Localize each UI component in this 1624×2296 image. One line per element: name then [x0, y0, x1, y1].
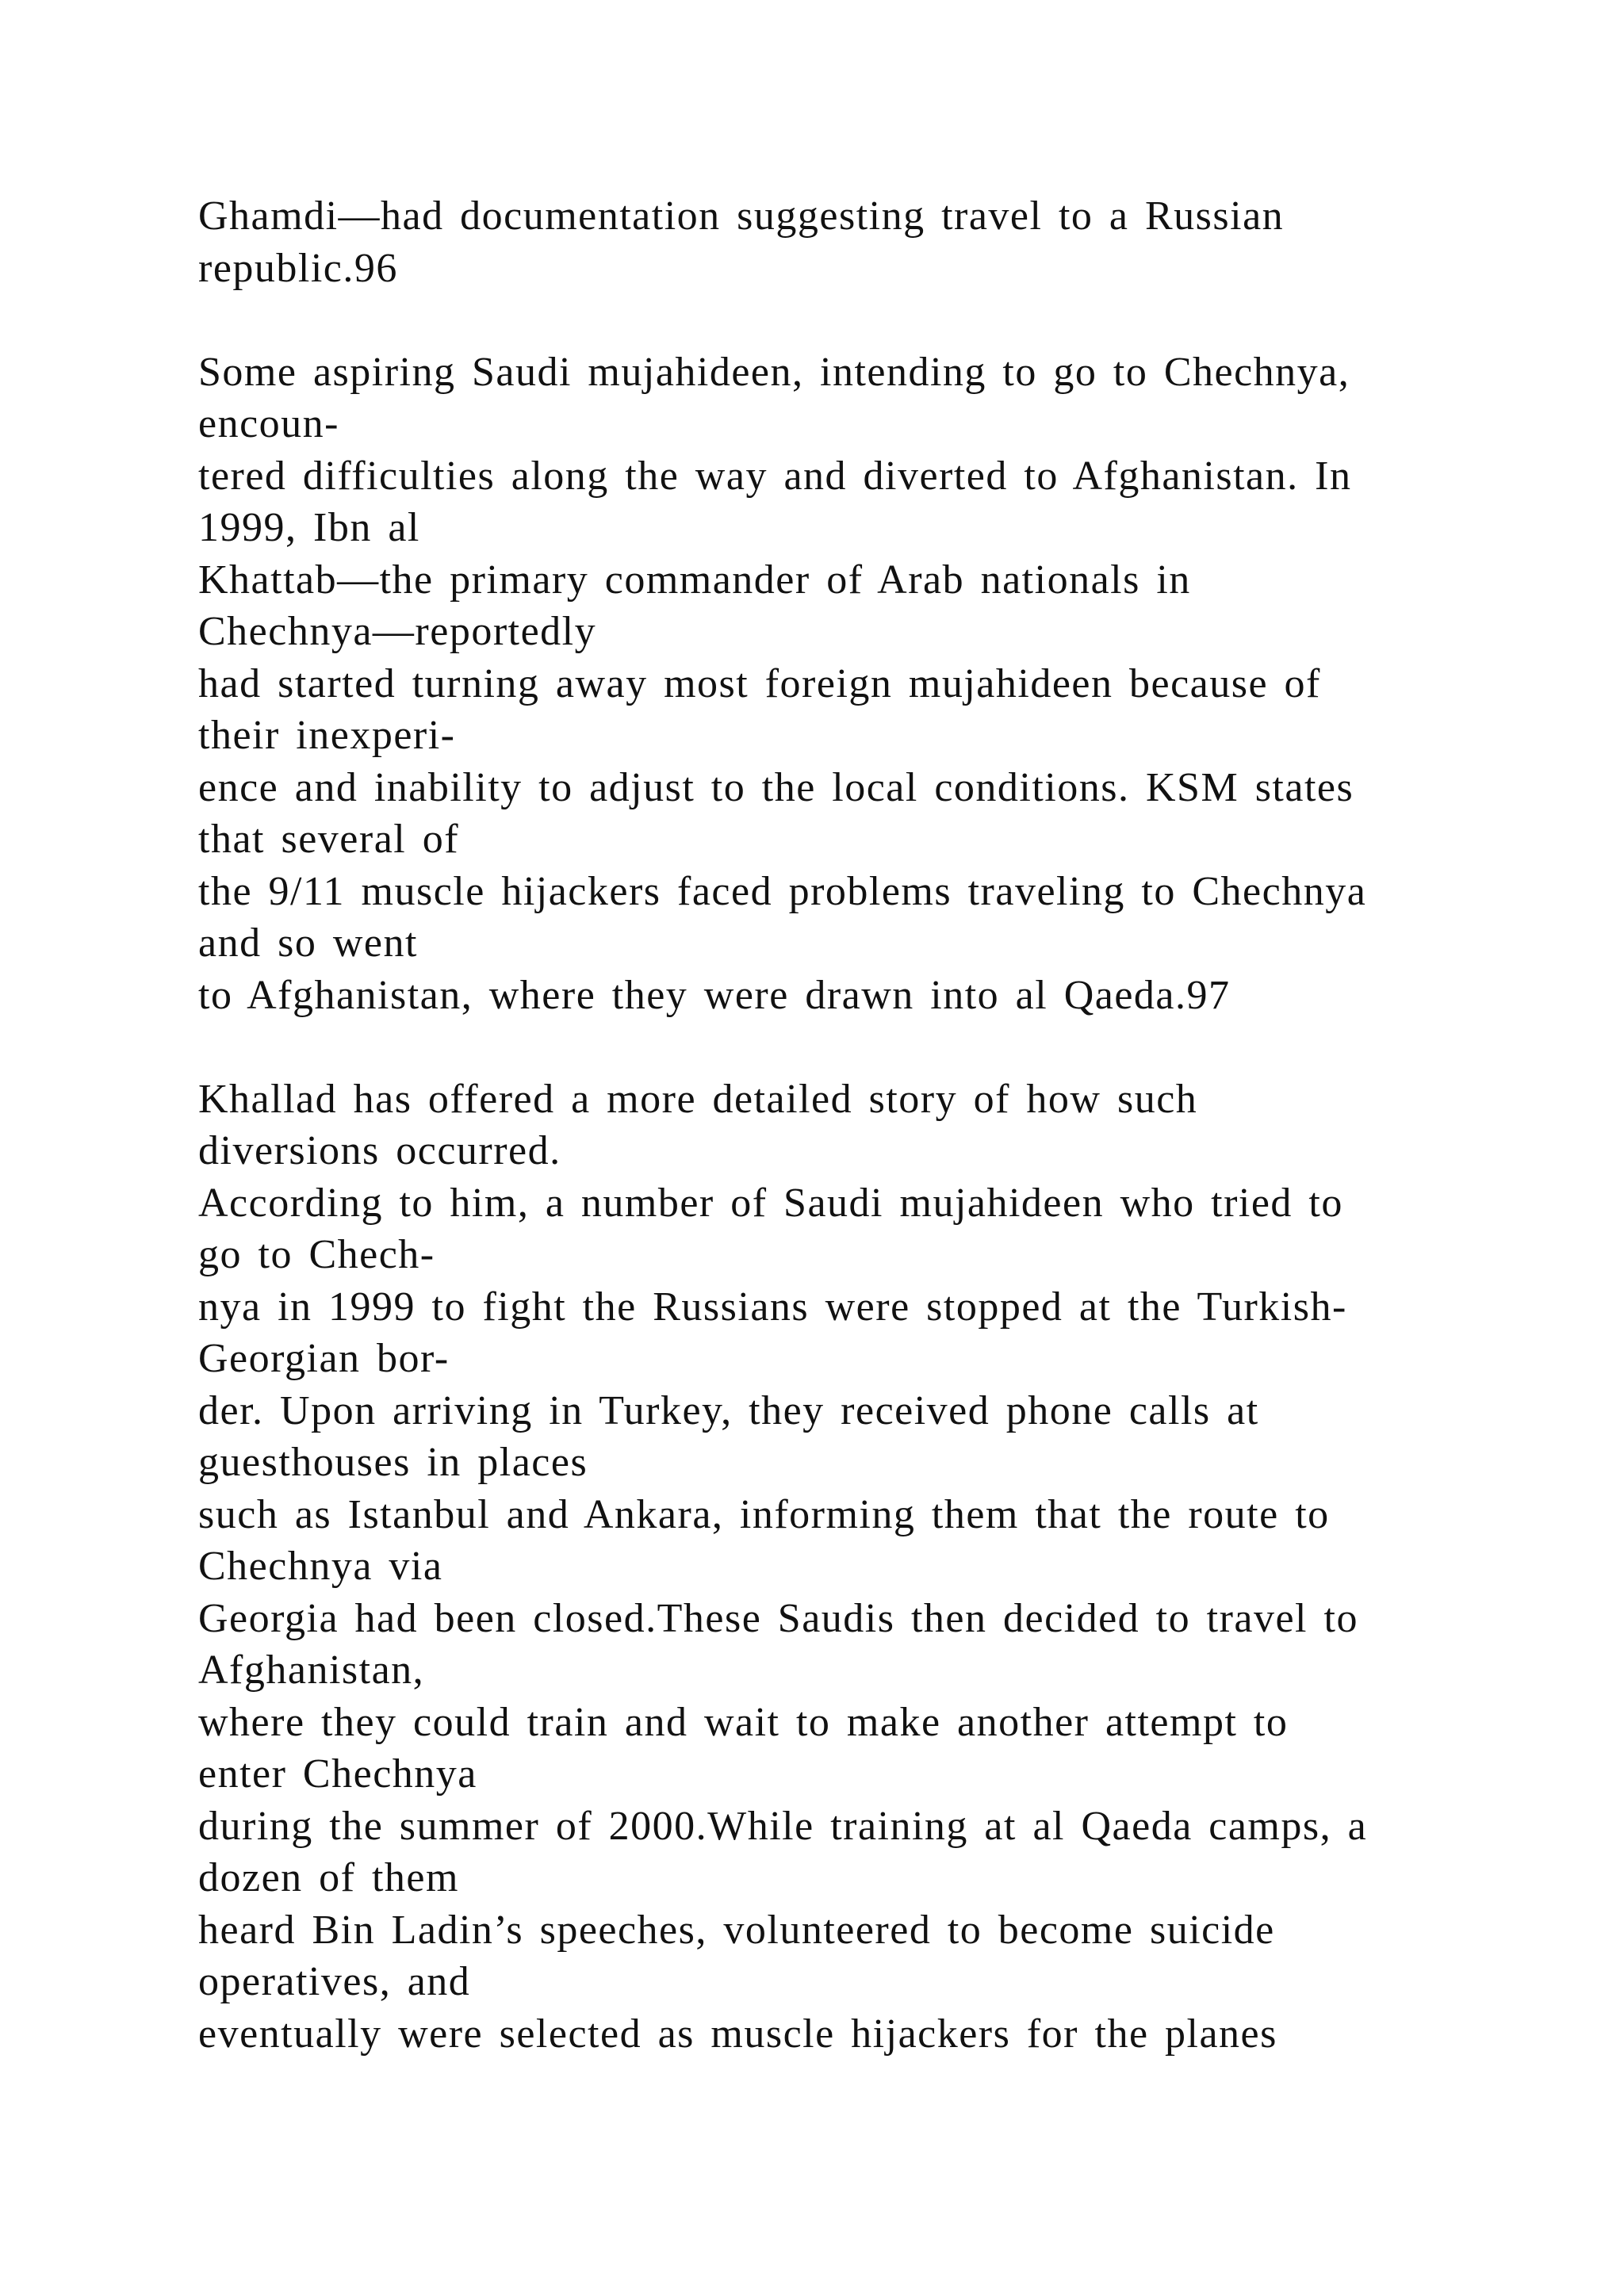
text-line: go to Chech- — [198, 1232, 435, 1277]
text-line: nya in 1999 to fight the Russians were stopped at the Turkish- — [198, 1284, 1347, 1330]
text-line: Georgian bor- — [198, 1336, 450, 1381]
text-line: tered difficulties along the way and diverted to Afghanistan. In — [198, 453, 1352, 499]
text-line: republic.96 — [198, 245, 398, 291]
paragraph — [198, 190, 1546, 294]
text-line: According to him, a number of Saudi mujahideen who tried to — [198, 1180, 1343, 1226]
text-line: where they could train and wait to make another attempt to — [198, 1699, 1289, 1745]
body-text — [198, 190, 1546, 2060]
paragraph-gap — [198, 1021, 1546, 1073]
text-line: Ghamdi—had documentation suggesting travel to a Russian — [198, 193, 1285, 239]
text-line: and so went — [198, 920, 418, 966]
text-line: the 9/11 muscle hijackers faced problems traveling to Chechnya — [198, 868, 1367, 914]
paragraph-gap — [198, 294, 1546, 346]
text-line: such as Istanbul and Ankara, informing them that the route to — [198, 1491, 1330, 1537]
text-line: eventually were selected as muscle hijackers for the planes — [198, 2011, 1277, 2057]
text-line: encoun- — [198, 401, 339, 446]
text-line: Georgia had been closed.These Saudis then decided to travel to — [198, 1595, 1358, 1641]
text-line: guesthouses in places — [198, 1440, 588, 1485]
text-line: Some aspiring Saudi mujahideen, intending to go to Chechnya, — [198, 349, 1350, 395]
text-line: Khattab—the primary commander of Arab nationals in — [198, 557, 1191, 603]
paragraph — [198, 1073, 1546, 2061]
text-line: Chechnya—reportedly — [198, 609, 597, 654]
text-line: had started turning away most foreign mujahideen because of — [198, 660, 1321, 706]
text-line: 1999, Ibn al — [198, 505, 420, 550]
text-line: ence and inability to adjust to the local conditions. KSM states — [198, 764, 1354, 810]
paragraph — [198, 346, 1546, 1022]
text-line: that several of — [198, 817, 460, 862]
text-line: Afghanistan, — [198, 1647, 425, 1693]
text-line: their inexperi- — [198, 713, 456, 758]
text-line: operatives, and — [198, 1959, 471, 2004]
text-line: Khallad has offered a more detailed story of how such — [198, 1076, 1198, 1122]
text-line: to Afghanistan, where they were drawn into al Qaeda.97 — [198, 972, 1231, 1018]
text-line: enter Chechnya — [198, 1751, 477, 1797]
text-line: during the summer of 2000.While training at al Qaeda camps, a — [198, 1803, 1368, 1849]
text-line: heard Bin Ladin’s speeches, volunteered to become suicide — [198, 1907, 1275, 1953]
text-line: Chechnya via — [198, 1544, 443, 1589]
text-line: dozen of them — [198, 1855, 459, 1900]
text-line: diversions occurred. — [198, 1128, 561, 1173]
text-line: der. Upon arriving in Turkey, they received phone calls at — [198, 1387, 1259, 1433]
